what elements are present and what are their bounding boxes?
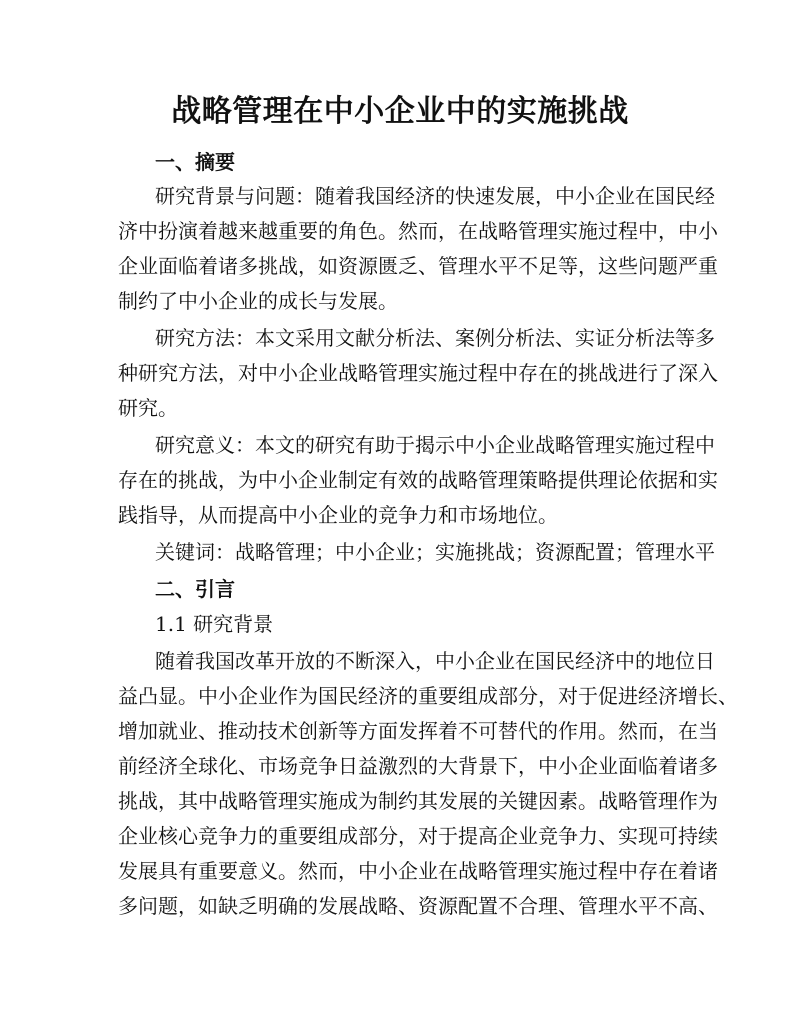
intro-paragraph-line: 企业核心竞争力的重要组成部分，对于提高企业竞争力、实现可持续	[118, 824, 718, 848]
abstract-method-line: 研究。	[118, 396, 178, 420]
keywords-line: 关键词：战略管理；中小企业；实施挑战；资源配置；管理水平	[155, 540, 715, 564]
abstract-background-line: 企业面临着诸多挑战，如资源匮乏、管理水平不足等，这些问题严重	[118, 254, 718, 278]
intro-paragraph-line: 随着我国改革开放的不断深入，中小企业在国民经济中的地位日	[155, 649, 715, 673]
intro-paragraph-line: 挑战，其中战略管理实施成为制约其发展的关键因素。战略管理作为	[118, 789, 718, 813]
abstract-background-line: 济中扮演着越来越重要的角色。然而，在战略管理实施过程中，中小	[118, 219, 718, 243]
abstract-background-line: 制约了中小企业的成长与发展。	[118, 289, 398, 313]
intro-paragraph-line: 前经济全球化、市场竞争日益激烈的大背景下，中小企业面临着诸多	[118, 754, 718, 778]
intro-paragraph-line: 益凸显。中小企业作为国民经济的重要组成部分，对于促进经济增长、	[118, 684, 738, 708]
intro-paragraph-line: 发展具有重要意义。然而，中小企业在战略管理实施过程中存在着诸	[118, 859, 718, 883]
abstract-significance-line: 践指导，从而提高中小企业的竞争力和市场地位。	[118, 503, 558, 527]
abstract-method-line: 研究方法：本文采用文献分析法、案例分析法、实证分析法等多	[155, 326, 715, 350]
heading-abstract: 一、摘要	[155, 150, 235, 174]
abstract-method-line: 种研究方法，对中小企业战略管理实施过程中存在的挑战进行了深入	[118, 361, 718, 385]
intro-paragraph-line: 增加就业、推动技术创新等方面发挥着不可替代的作用。然而，在当	[118, 719, 718, 743]
intro-paragraph-line: 多问题，如缺乏明确的发展战略、资源配置不合理、管理水平不高、	[118, 894, 718, 918]
heading-introduction: 二、引言	[155, 577, 235, 601]
abstract-background-line: 研究背景与问题：随着我国经济的快速发展，中小企业在国民经	[155, 184, 715, 208]
document-title: 战略管理在中小企业中的实施挑战	[171, 94, 629, 129]
subheading-research-background: 1.1 研究背景	[155, 612, 274, 636]
abstract-significance-line: 存在的挑战，为中小企业制定有效的战略管理策略提供理论依据和实	[118, 468, 718, 492]
abstract-significance-line: 研究意义：本文的研究有助于揭示中小企业战略管理实施过程中	[155, 433, 715, 457]
